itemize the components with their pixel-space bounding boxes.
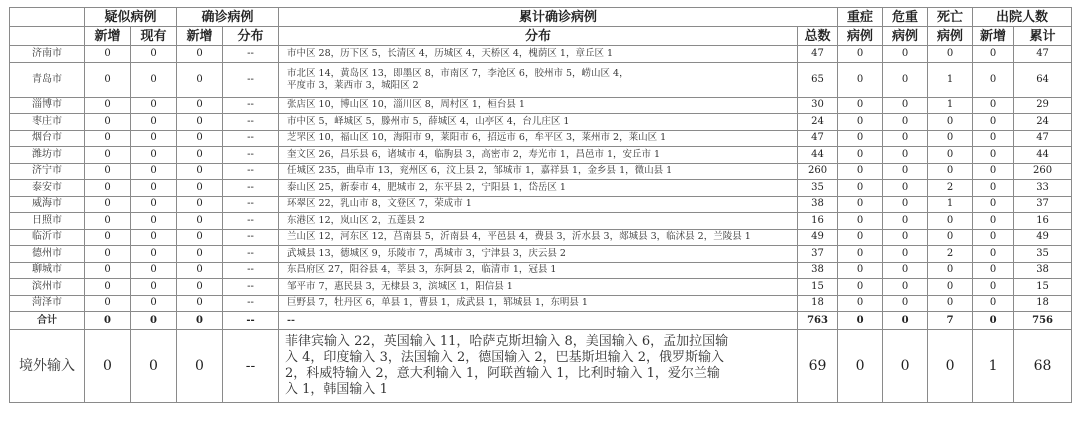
confirmed-new-cell: 0 (177, 62, 223, 97)
district-distribution-cell (279, 330, 798, 403)
death-cell: 0 (928, 229, 973, 246)
district-distribution-cell: 奎文区 26，昌乐县 6，诸城市 4，临朐县 3，高密市 2，寿光市 1，昌邑市 1，安丘市 1 (279, 147, 798, 164)
distribution-line: 2，科威特输入 2，意大利输入 1，阿联酋输入 1，比利时输入 1，爱尔兰输 (285, 366, 720, 381)
death-cell: 1 (928, 196, 973, 213)
discharged-new-cell: 0 (973, 279, 1014, 296)
total-cell: 260 (798, 163, 838, 180)
confirmed-new-cell: 0 (177, 246, 223, 263)
table-row (10, 279, 1072, 296)
suspected-new-cell: 0 (85, 163, 131, 180)
city-cell: 潍坊市 (10, 147, 85, 164)
suspected-current-cell: 0 (131, 114, 177, 131)
severe-cell: 0 (838, 163, 883, 180)
discharged-cumulative-cell: 44 (1014, 147, 1072, 164)
discharged-new-cell: 0 (973, 295, 1014, 312)
discharged-new-cell: 0 (973, 147, 1014, 164)
suspected-new-cell: 0 (85, 147, 131, 164)
city-cell: 境外输入 (10, 330, 85, 403)
discharged-cumulative-cell: 47 (1014, 130, 1072, 147)
header-suspected-current: 现有 (131, 27, 177, 46)
district-distribution-cell: 任城区 235，曲阜市 13，兖州区 6，汶上县 2，邹城市 1，嘉祥县 1，金乡县 1，微山县 1 (279, 163, 798, 180)
discharged-new-cell: 1 (973, 330, 1014, 403)
city-cell: 威海市 (10, 196, 85, 213)
suspected-current-cell: 0 (131, 180, 177, 197)
confirmed-distribution-cell: -- (223, 114, 279, 131)
confirmed-new-cell: 0 (177, 295, 223, 312)
severe-cell: 0 (838, 213, 883, 230)
covid-stats-table (9, 7, 1072, 403)
total-row (10, 312, 1072, 330)
critical-cell: 0 (883, 46, 928, 63)
confirmed-new-cell: 0 (177, 229, 223, 246)
critical-cell: 0 (883, 62, 928, 97)
total-cell: 38 (798, 196, 838, 213)
header-corner (10, 8, 85, 27)
discharged-new-cell: 0 (973, 130, 1014, 147)
total-cell: 15 (798, 279, 838, 296)
suspected-current-cell: 0 (131, 330, 177, 403)
death-cell: 0 (928, 213, 973, 230)
district-distribution-cell: -- (279, 312, 798, 330)
severe-cell: 0 (838, 97, 883, 114)
header-suspected-new: 新增 (85, 27, 131, 46)
city-cell: 青岛市 (10, 62, 85, 97)
severe-cell: 0 (838, 46, 883, 63)
city-cell: 临沂市 (10, 229, 85, 246)
covid-stats-table-container (9, 7, 1071, 403)
discharged-new-cell: 0 (973, 180, 1014, 197)
suspected-current-cell: 0 (131, 46, 177, 63)
district-distribution-cell: 市中区 5，峄城区 5，滕州市 5，薛城区 4，山亭区 4，台儿庄区 1 (279, 114, 798, 131)
district-distribution-cell: 芝罘区 10，福山区 10，海阳市 9，莱阳市 6，招远市 6，牟平区 3，莱州市 2，莱山区 1 (279, 130, 798, 147)
critical-cell: 0 (883, 229, 928, 246)
city-cell: 泰安市 (10, 180, 85, 197)
critical-cell: 0 (883, 180, 928, 197)
table-row (10, 295, 1072, 312)
critical-cell: 0 (883, 130, 928, 147)
confirmed-distribution-cell: -- (223, 163, 279, 180)
severe-cell: 0 (838, 147, 883, 164)
confirmed-distribution-cell: -- (223, 147, 279, 164)
suspected-current-cell: 0 (131, 196, 177, 213)
distribution-line: 菲律宾输入 22，英国输入 11，哈萨克斯坦输入 8，美国输入 6，孟加拉国输 (285, 334, 729, 349)
suspected-new-cell: 0 (85, 46, 131, 63)
confirmed-new-cell: 0 (177, 262, 223, 279)
confirmed-new-cell: 0 (177, 213, 223, 230)
discharged-new-cell: 0 (973, 229, 1014, 246)
header-corner-2 (10, 27, 85, 46)
city-cell: 枣庄市 (10, 114, 85, 131)
total-cell: 47 (798, 130, 838, 147)
suspected-new-cell: 0 (85, 62, 131, 97)
table-row (10, 262, 1072, 279)
header-critical: 危重 (883, 8, 928, 27)
suspected-current-cell: 0 (131, 279, 177, 296)
death-cell: 2 (928, 246, 973, 263)
discharged-new-cell: 0 (973, 97, 1014, 114)
district-distribution-cell: 泰山区 25，新泰市 4，肥城市 2，东平县 2，宁阳县 1，岱岳区 1 (279, 180, 798, 197)
total-cell: 37 (798, 246, 838, 263)
confirmed-distribution-cell: -- (223, 295, 279, 312)
suspected-new-cell: 0 (85, 262, 131, 279)
critical-cell: 0 (883, 295, 928, 312)
confirmed-distribution-cell: -- (223, 46, 279, 63)
discharged-cumulative-cell: 37 (1014, 196, 1072, 213)
city-cell: 德州市 (10, 246, 85, 263)
death-cell: 2 (928, 180, 973, 197)
confirmed-new-cell: 0 (177, 130, 223, 147)
suspected-current-cell: 0 (131, 262, 177, 279)
death-cell: 1 (928, 62, 973, 97)
total-cell: 24 (798, 114, 838, 131)
header-death-cases: 病例 (928, 27, 973, 46)
total-cell: 16 (798, 213, 838, 230)
death-cell: 1 (928, 97, 973, 114)
suspected-new-cell: 0 (85, 279, 131, 296)
suspected-new-cell: 0 (85, 330, 131, 403)
suspected-new-cell: 0 (85, 97, 131, 114)
critical-cell: 0 (883, 97, 928, 114)
confirmed-new-cell: 0 (177, 330, 223, 403)
table-row (10, 147, 1072, 164)
discharged-cumulative-cell: 64 (1014, 62, 1072, 97)
table-row (10, 163, 1072, 180)
header-cumulative: 累计确诊病例 (279, 8, 838, 27)
district-distribution-cell: 邹平市 7，惠民县 3，无棣县 3，滨城区 1，阳信县 1 (279, 279, 798, 296)
suspected-current-cell: 0 (131, 295, 177, 312)
suspected-current-cell: 0 (131, 312, 177, 330)
distribution-line: 入 1，韩国输入 1 (285, 382, 388, 397)
discharged-cumulative-cell: 260 (1014, 163, 1072, 180)
critical-cell: 0 (883, 246, 928, 263)
discharged-cumulative-cell: 38 (1014, 262, 1072, 279)
discharged-cumulative-cell: 33 (1014, 180, 1072, 197)
distribution-line: 市北区 14，黄岛区 13，即墨区 8，市南区 7，李沧区 6，胶州市 5，崂山区 4， (287, 67, 629, 79)
table-row (10, 130, 1072, 147)
death-cell: 0 (928, 114, 973, 131)
discharged-new-cell: 0 (973, 213, 1014, 230)
severe-cell: 0 (838, 279, 883, 296)
discharged-cumulative-cell: 35 (1014, 246, 1072, 263)
confirmed-distribution-cell: -- (223, 97, 279, 114)
total-cell: 18 (798, 295, 838, 312)
city-cell: 济南市 (10, 46, 85, 63)
suspected-new-cell: 0 (85, 114, 131, 131)
severe-cell: 0 (838, 330, 883, 403)
table-row (10, 97, 1072, 114)
total-cell: 35 (798, 180, 838, 197)
suspected-new-cell: 0 (85, 246, 131, 263)
header-row-2 (10, 27, 1072, 46)
death-cell: 0 (928, 295, 973, 312)
discharged-cumulative-cell: 29 (1014, 97, 1072, 114)
suspected-new-cell: 0 (85, 213, 131, 230)
city-cell: 聊城市 (10, 262, 85, 279)
confirmed-distribution-cell: -- (223, 312, 279, 330)
confirmed-new-cell: 0 (177, 147, 223, 164)
discharged-new-cell: 0 (973, 312, 1014, 330)
header-cumulative-distribution: 分布 (279, 27, 798, 46)
suspected-new-cell: 0 (85, 130, 131, 147)
severe-cell: 0 (838, 246, 883, 263)
severe-cell: 0 (838, 312, 883, 330)
critical-cell: 0 (883, 213, 928, 230)
city-cell: 淄博市 (10, 97, 85, 114)
discharged-cumulative-cell: 68 (1014, 330, 1072, 403)
suspected-current-cell: 0 (131, 246, 177, 263)
total-cell: 65 (798, 62, 838, 97)
district-distribution-cell: 张店区 10，博山区 10，淄川区 8，周村区 1，桓台县 1 (279, 97, 798, 114)
death-cell: 0 (928, 46, 973, 63)
district-distribution-cell (279, 62, 798, 97)
critical-cell: 0 (883, 312, 928, 330)
discharged-new-cell: 0 (973, 163, 1014, 180)
confirmed-distribution-cell: -- (223, 246, 279, 263)
header-critical-cases: 病例 (883, 27, 928, 46)
discharged-cumulative-cell: 24 (1014, 114, 1072, 131)
confirmed-distribution-cell: -- (223, 262, 279, 279)
critical-cell: 0 (883, 147, 928, 164)
death-cell: 7 (928, 312, 973, 330)
city-cell: 合计 (10, 312, 85, 330)
confirmed-distribution-cell: -- (223, 229, 279, 246)
critical-cell: 0 (883, 114, 928, 131)
confirmed-distribution-cell: -- (223, 279, 279, 296)
district-distribution-cell: 东昌府区 27，阳谷县 4，莘县 3，东阿县 2，临清市 1，冠县 1 (279, 262, 798, 279)
table-row (10, 213, 1072, 230)
critical-cell: 0 (883, 262, 928, 279)
table-row (10, 196, 1072, 213)
header-severe: 重症 (838, 8, 883, 27)
city-cell: 菏泽市 (10, 295, 85, 312)
table-row (10, 46, 1072, 63)
district-distribution-cell: 兰山区 12，河东区 12，莒南县 5，沂南县 4，平邑县 4，费县 3，沂水县 3，郯城县 3，临沭县 2，兰陵县 1 (279, 229, 798, 246)
confirmed-distribution-cell: -- (223, 130, 279, 147)
suspected-current-cell: 0 (131, 213, 177, 230)
header-total: 总数 (798, 27, 838, 46)
header-discharged-cumulative: 累计 (1014, 27, 1072, 46)
death-cell: 0 (928, 330, 973, 403)
overseas-row (10, 330, 1072, 403)
death-cell: 0 (928, 163, 973, 180)
suspected-new-cell: 0 (85, 196, 131, 213)
suspected-new-cell: 0 (85, 180, 131, 197)
total-cell: 30 (798, 97, 838, 114)
discharged-new-cell: 0 (973, 246, 1014, 263)
city-cell: 日照市 (10, 213, 85, 230)
discharged-cumulative-cell: 18 (1014, 295, 1072, 312)
discharged-new-cell: 0 (973, 46, 1014, 63)
suspected-current-cell: 0 (131, 130, 177, 147)
confirmed-distribution-cell: -- (223, 196, 279, 213)
total-cell: 49 (798, 229, 838, 246)
critical-cell: 0 (883, 196, 928, 213)
discharged-new-cell: 0 (973, 62, 1014, 97)
header-discharged: 出院人数 (973, 8, 1072, 27)
distribution-line: 平度市 3，莱西市 3，城阳区 2 (287, 79, 419, 91)
total-cell: 47 (798, 46, 838, 63)
confirmed-new-cell: 0 (177, 46, 223, 63)
header-row-1 (10, 8, 1072, 27)
severe-cell: 0 (838, 180, 883, 197)
confirmed-new-cell: 0 (177, 114, 223, 131)
confirmed-distribution-cell: -- (223, 213, 279, 230)
discharged-cumulative-cell: 756 (1014, 312, 1072, 330)
severe-cell: 0 (838, 295, 883, 312)
confirmed-new-cell: 0 (177, 163, 223, 180)
table-row (10, 229, 1072, 246)
suspected-new-cell: 0 (85, 229, 131, 246)
discharged-new-cell: 0 (973, 196, 1014, 213)
suspected-current-cell: 0 (131, 163, 177, 180)
table-row (10, 62, 1072, 97)
death-cell: 0 (928, 147, 973, 164)
suspected-new-cell: 0 (85, 312, 131, 330)
header-death: 死亡 (928, 8, 973, 27)
confirmed-distribution-cell: -- (223, 180, 279, 197)
critical-cell: 0 (883, 163, 928, 180)
header-discharged-new: 新增 (973, 27, 1014, 46)
discharged-new-cell: 0 (973, 262, 1014, 279)
confirmed-new-cell: 0 (177, 97, 223, 114)
confirmed-new-cell: 0 (177, 196, 223, 213)
header-severe-cases: 病例 (838, 27, 883, 46)
suspected-current-cell: 0 (131, 97, 177, 114)
district-distribution-cell: 环翠区 22，乳山市 8，文登区 7，荣成市 1 (279, 196, 798, 213)
total-cell: 44 (798, 147, 838, 164)
distribution-line: 入 4，印度输入 3，法国输入 2，德国输入 2，巴基斯坦输入 2，俄罗斯输入 (285, 350, 725, 365)
table-row (10, 246, 1072, 263)
district-distribution-cell: 市中区 28，历下区 5，长清区 4，历城区 4，天桥区 4，槐荫区 1，章丘区 1 (279, 46, 798, 63)
table-row (10, 180, 1072, 197)
death-cell: 0 (928, 130, 973, 147)
total-cell: 38 (798, 262, 838, 279)
suspected-current-cell: 0 (131, 147, 177, 164)
death-cell: 0 (928, 279, 973, 296)
confirmed-distribution-cell: -- (223, 330, 279, 403)
suspected-current-cell: 0 (131, 229, 177, 246)
district-distribution-cell: 武城县 13，德城区 9，乐陵市 7，禹城市 3，宁津县 3，庆云县 2 (279, 246, 798, 263)
district-distribution-cell: 巨野县 7，牡丹区 6，单县 1，曹县 1，成武县 1，郓城县 1，东明县 1 (279, 295, 798, 312)
confirmed-new-cell: 0 (177, 180, 223, 197)
severe-cell: 0 (838, 262, 883, 279)
confirmed-new-cell: 0 (177, 312, 223, 330)
suspected-new-cell: 0 (85, 295, 131, 312)
header-confirmed-new: 新增 (177, 27, 223, 46)
total-cell: 763 (798, 312, 838, 330)
confirmed-distribution-cell: -- (223, 62, 279, 97)
total-cell: 69 (798, 330, 838, 403)
discharged-cumulative-cell: 15 (1014, 279, 1072, 296)
header-suspected: 疑似病例 (85, 8, 177, 27)
district-distribution-cell: 东港区 12，岚山区 2，五莲县 2 (279, 213, 798, 230)
severe-cell: 0 (838, 196, 883, 213)
city-cell: 济宁市 (10, 163, 85, 180)
discharged-new-cell: 0 (973, 114, 1014, 131)
table-row (10, 114, 1072, 131)
confirmed-new-cell: 0 (177, 279, 223, 296)
critical-cell: 0 (883, 330, 928, 403)
severe-cell: 0 (838, 114, 883, 131)
discharged-cumulative-cell: 49 (1014, 229, 1072, 246)
suspected-current-cell: 0 (131, 62, 177, 97)
critical-cell: 0 (883, 279, 928, 296)
severe-cell: 0 (838, 229, 883, 246)
header-confirmed-distribution: 分布 (223, 27, 279, 46)
header-confirmed: 确诊病例 (177, 8, 279, 27)
discharged-cumulative-cell: 47 (1014, 46, 1072, 63)
discharged-cumulative-cell: 16 (1014, 213, 1072, 230)
death-cell: 0 (928, 262, 973, 279)
city-cell: 烟台市 (10, 130, 85, 147)
severe-cell: 0 (838, 62, 883, 97)
severe-cell: 0 (838, 130, 883, 147)
city-cell: 滨州市 (10, 279, 85, 296)
